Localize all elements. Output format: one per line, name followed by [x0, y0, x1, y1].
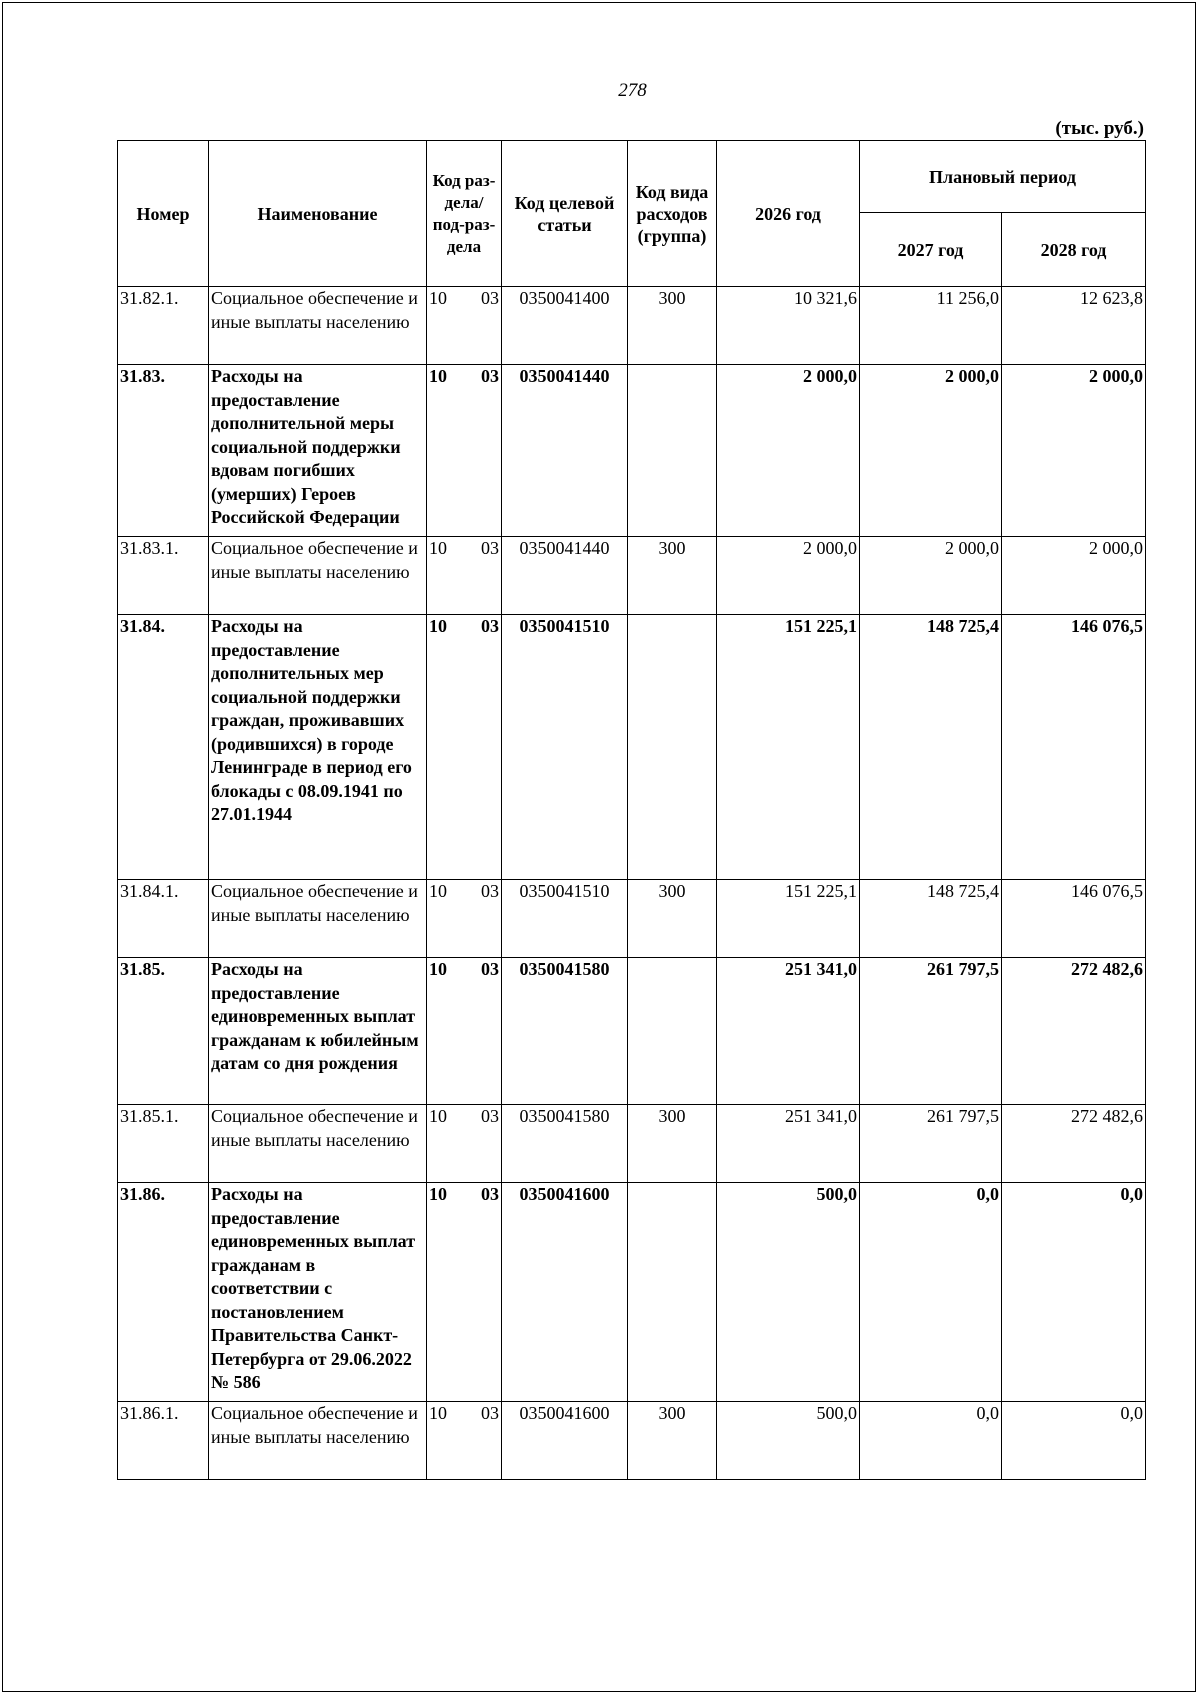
row-name: Расходы на предоставление единовременных выплат гражданам в соответствии с постановлением Правительства Санкт-Петербурга от 29.06.2022 № 586: [209, 1183, 427, 1402]
row-subsection-code: 03: [481, 288, 499, 308]
row-target-code: 0350041580: [502, 1105, 628, 1183]
row-section-code: 10: [429, 1106, 447, 1126]
table-row: [118, 1183, 1146, 1402]
row-amount-2027: 0,0: [860, 1402, 1002, 1480]
row-amount-2026: 2 000,0: [717, 537, 860, 615]
row-amount-2027: 11 256,0: [860, 287, 1002, 365]
row-expense-type: [628, 1183, 717, 1402]
row-number: 31.85.: [118, 958, 209, 1105]
row-name: Социальное обеспечение и иные выплаты населению: [209, 287, 427, 365]
row-target-code: 0350041510: [502, 615, 628, 880]
row-expense-type: 300: [628, 1402, 717, 1480]
row-number: 31.83.: [118, 365, 209, 537]
table-body: [118, 287, 1146, 1480]
row-amount-2027: 148 725,4: [860, 615, 1002, 880]
row-section: [427, 1402, 502, 1480]
row-name: Социальное обеспечение и иные выплаты населению: [209, 537, 427, 615]
row-name: Расходы на предоставление дополнительной меры социальной поддержки вдовам погибших (умерших) Героев Российской Федерации: [209, 365, 427, 537]
row-amount-2028: 272 482,6: [1002, 1105, 1146, 1183]
row-amount-2027: 261 797,5: [860, 958, 1002, 1105]
row-section: [427, 1105, 502, 1183]
row-amount-2027: 148 725,4: [860, 880, 1002, 958]
row-section: [427, 615, 502, 880]
row-expense-type: 300: [628, 537, 717, 615]
row-number: 31.82.1.: [118, 287, 209, 365]
row-target-code: 0350041510: [502, 880, 628, 958]
row-target-code: 0350041600: [502, 1402, 628, 1480]
row-amount-2028: 146 076,5: [1002, 615, 1146, 880]
row-section-code: 10: [429, 1184, 447, 1204]
row-subsection-code: 03: [481, 959, 499, 979]
row-subsection-code: 03: [481, 881, 499, 901]
row-section-code: 10: [429, 538, 447, 558]
row-section: [427, 1183, 502, 1402]
header-2027: 2027 год: [860, 213, 1002, 287]
row-subsection-code: 03: [481, 1403, 499, 1423]
row-section-code: 10: [429, 288, 447, 308]
row-section-code: 10: [429, 1403, 447, 1423]
row-amount-2026: 500,0: [717, 1183, 860, 1402]
page-number: 278: [618, 80, 647, 101]
table-row: [118, 365, 1146, 537]
row-number: 31.84.: [118, 615, 209, 880]
row-subsection-code: 03: [481, 1106, 499, 1126]
budget-table: [117, 140, 1146, 1480]
row-section-code: 10: [429, 616, 447, 636]
table-row: [118, 958, 1146, 1105]
row-target-code: 0350041580: [502, 958, 628, 1105]
row-amount-2028: 0,0: [1002, 1402, 1146, 1480]
header-2026: 2026 год: [717, 141, 860, 287]
row-amount-2026: 251 341,0: [717, 958, 860, 1105]
row-subsection-code: 03: [481, 616, 499, 636]
table-row: [118, 1105, 1146, 1183]
row-amount-2026: 2 000,0: [717, 365, 860, 537]
row-amount-2027: 261 797,5: [860, 1105, 1002, 1183]
header-name: Наименование: [209, 141, 427, 287]
row-section-code: 10: [429, 881, 447, 901]
row-name: Социальное обеспечение и иные выплаты населению: [209, 1105, 427, 1183]
row-subsection-code: 03: [481, 1184, 499, 1204]
header-number: Номер: [118, 141, 209, 287]
table-row: [118, 880, 1146, 958]
table-row: [118, 615, 1146, 880]
row-amount-2026: 10 321,6: [717, 287, 860, 365]
header-expense-type: Код вида расходов (группа): [628, 141, 717, 287]
row-subsection-code: 03: [481, 538, 499, 558]
row-section: [427, 880, 502, 958]
header-section: Код раз-дела/ под-раз-дела: [427, 141, 502, 287]
row-target-code: 0350041400: [502, 287, 628, 365]
row-amount-2026: 251 341,0: [717, 1105, 860, 1183]
row-amount-2027: 2 000,0: [860, 537, 1002, 615]
row-expense-type: [628, 615, 717, 880]
table-row: [118, 1402, 1146, 1480]
row-amount-2028: 272 482,6: [1002, 958, 1146, 1105]
units-label: (тыс. руб.): [1055, 118, 1144, 139]
row-expense-type: 300: [628, 287, 717, 365]
row-amount-2026: 500,0: [717, 1402, 860, 1480]
row-amount-2028: 2 000,0: [1002, 365, 1146, 537]
row-name: Расходы на предоставление дополнительных мер социальной поддержки граждан, проживавших (родившихся) в городе Ленинграде в период его блокады с 08.09.1941 по 27.01.1944: [209, 615, 427, 880]
row-section: [427, 958, 502, 1105]
row-target-code: 0350041440: [502, 365, 628, 537]
row-name: Расходы на предоставление единовременных выплат гражданам к юбилейным датам со дня рождения: [209, 958, 427, 1105]
row-name: Социальное обеспечение и иные выплаты населению: [209, 1402, 427, 1480]
row-amount-2028: 12 623,8: [1002, 287, 1146, 365]
row-target-code: 0350041600: [502, 1183, 628, 1402]
row-section: [427, 537, 502, 615]
header-2028: 2028 год: [1002, 213, 1146, 287]
row-expense-type: [628, 365, 717, 537]
row-number: 31.83.1.: [118, 537, 209, 615]
row-amount-2028: 0,0: [1002, 1183, 1146, 1402]
row-number: 31.85.1.: [118, 1105, 209, 1183]
header-target: Код целевой статьи: [502, 141, 628, 287]
header-planned-period: Плановый период: [860, 141, 1146, 213]
row-section-code: 10: [429, 366, 447, 386]
row-target-code: 0350041440: [502, 537, 628, 615]
row-name: Социальное обеспечение и иные выплаты населению: [209, 880, 427, 958]
row-number: 31.84.1.: [118, 880, 209, 958]
row-amount-2027: 2 000,0: [860, 365, 1002, 537]
row-amount-2026: 151 225,1: [717, 615, 860, 880]
row-section-code: 10: [429, 959, 447, 979]
row-section: [427, 365, 502, 537]
row-amount-2027: 0,0: [860, 1183, 1002, 1402]
row-amount-2028: 146 076,5: [1002, 880, 1146, 958]
row-amount-2028: 2 000,0: [1002, 537, 1146, 615]
row-expense-type: [628, 958, 717, 1105]
row-expense-type: 300: [628, 880, 717, 958]
row-number: 31.86.: [118, 1183, 209, 1402]
row-subsection-code: 03: [481, 366, 499, 386]
row-number: 31.86.1.: [118, 1402, 209, 1480]
table-row: [118, 537, 1146, 615]
table-row: [118, 287, 1146, 365]
row-expense-type: 300: [628, 1105, 717, 1183]
row-section: [427, 287, 502, 365]
row-amount-2026: 151 225,1: [717, 880, 860, 958]
